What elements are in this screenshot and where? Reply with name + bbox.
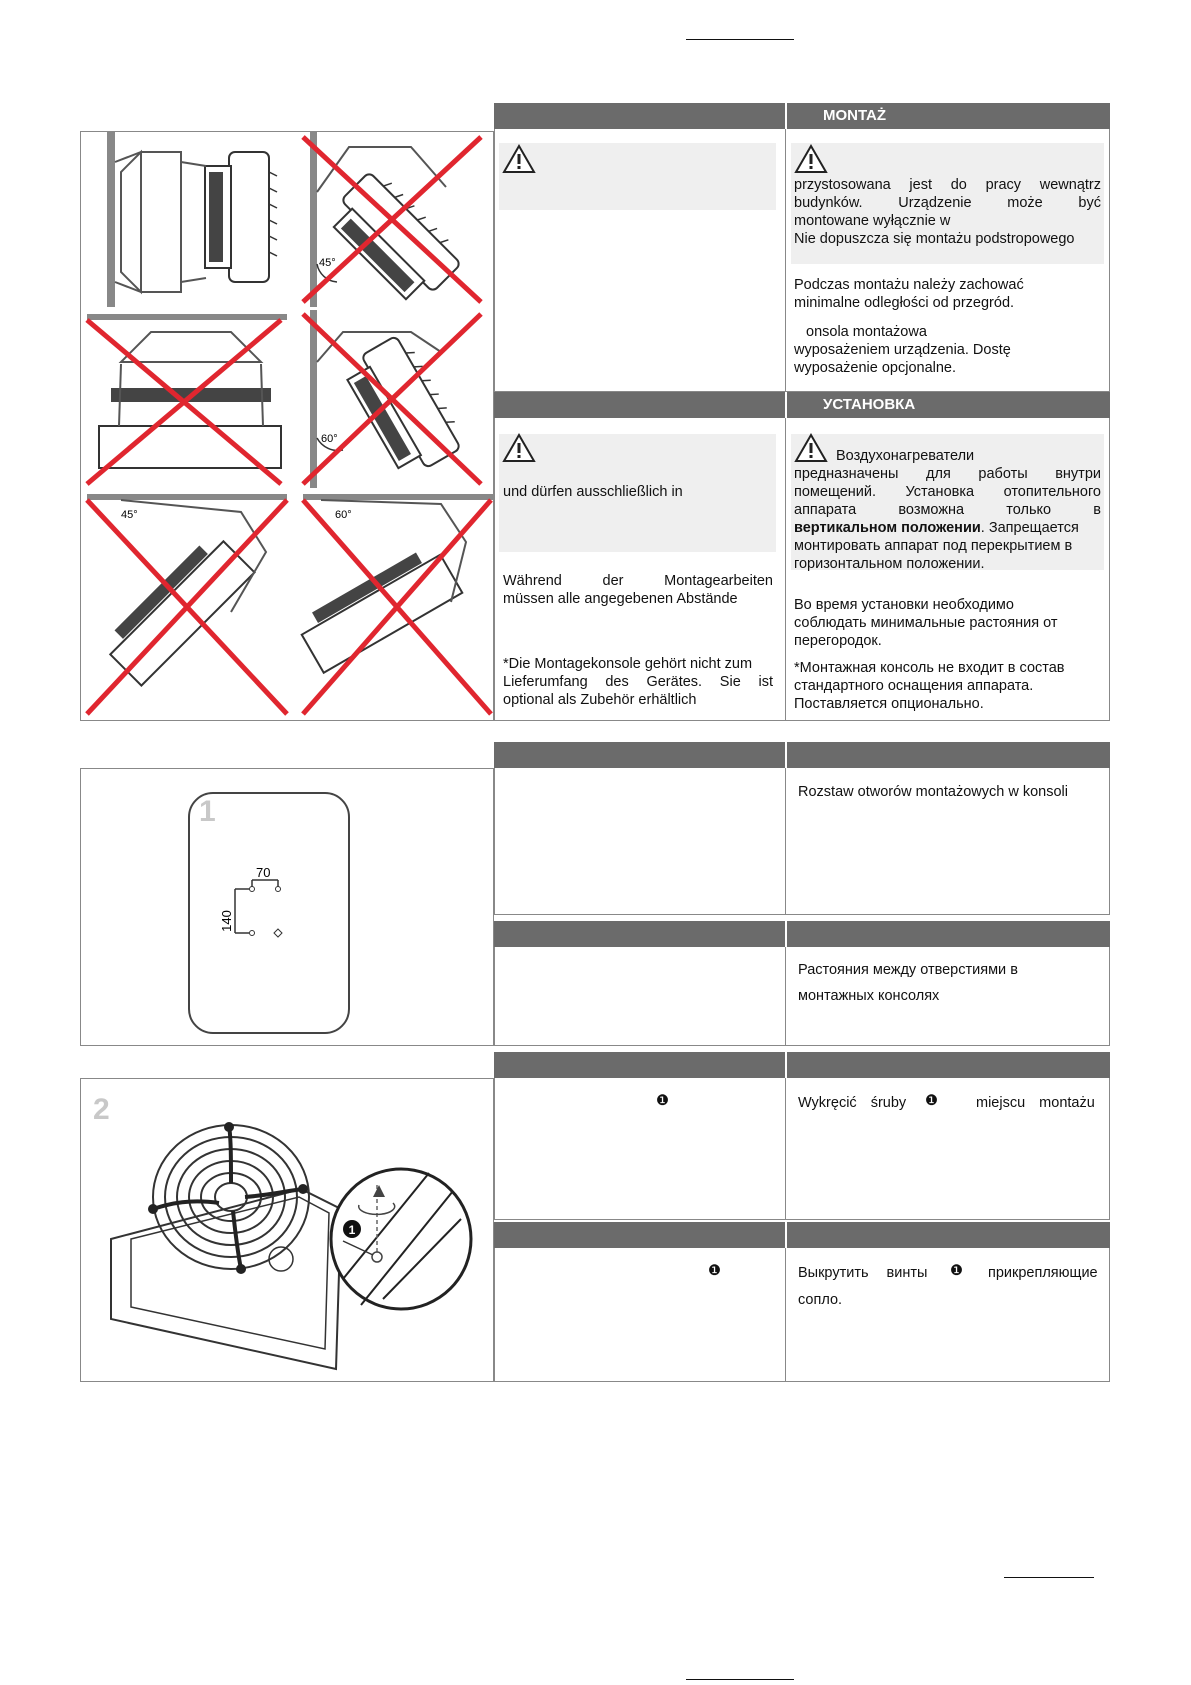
warning-icon [794, 433, 828, 463]
ru-distance-line2: соблюдать минимальные растояния от [794, 615, 1058, 631]
de-warning-box [499, 143, 776, 210]
ru-distance-line3: перегородок. [794, 633, 882, 649]
ru-console-line3: Поставляется опционально. [794, 696, 984, 712]
step1-ru-cell-left [494, 947, 786, 1046]
warning-icon [794, 144, 828, 174]
ru-step2-marker: ❶ [950, 1263, 963, 1279]
warning-icon [502, 144, 536, 174]
pl-step2-a: Wykręcić śruby [798, 1095, 907, 1111]
de-distance-line1: Während der Montagearbeiten [503, 573, 773, 589]
wrong-45-wall-mount [303, 132, 481, 309]
ru-warning-tail: . Запрещается [980, 520, 1079, 536]
pl-distance-line1: Podczas montażu należy zachować [794, 277, 1024, 293]
pl-distance-line2: minimalne odległości od przegród. [794, 295, 1015, 311]
step2-de-cell [494, 1078, 786, 1220]
header-de-montage [494, 103, 785, 129]
pl-warning-line1: przystosowana jest do pracy wewnątrz [794, 177, 1101, 193]
page-bottom-rule [686, 1679, 794, 1680]
step2-illustration [80, 1078, 494, 1382]
nozzle-screw-diagram [81, 1079, 495, 1383]
step1-de-cell [494, 768, 786, 915]
header-ru-ustanovka: УСТАНОВКА [787, 392, 1110, 418]
pl-step2-b: miejscu montażu [976, 1095, 1095, 1111]
orientation-diagram [81, 132, 495, 722]
ru-console-line2: стандартного оснащения аппарата. [794, 678, 1034, 694]
page-number-rule [1004, 1577, 1094, 1578]
ru-warning-line1: Воздухонагреватели [836, 448, 975, 464]
wrong-ceiling-horizontal [87, 314, 287, 484]
step2-number: 2 [93, 1093, 110, 1126]
header-step2-de [494, 1052, 785, 1078]
pl-warning-line4: Nie dopuszcza się montażu podstropowego [794, 231, 1075, 247]
angle-label-4: 60° [335, 509, 352, 521]
ru-warning-bold: вертикальном положении [794, 520, 981, 536]
pl-console-line2: wyposażeniem urządzenia. Dostę [794, 342, 1011, 358]
hole-spacing-diagram [81, 769, 495, 1047]
ru-warning-line3: помещений. Установка отопительного [794, 484, 1101, 500]
header-de-installation [494, 392, 785, 418]
pl-warning-line3: montowane wyłącznie w [794, 213, 951, 229]
angle-label-1: 45° [319, 257, 336, 269]
step1-number: 1 [199, 795, 216, 828]
ru-warning-line5 [794, 519, 1101, 537]
de-console-line2: Lieferumfang des Gerätes. Sie ist [503, 674, 773, 690]
header-step2-ru [787, 1222, 1110, 1248]
pl-console-line3: wyposażenie opcjonalne. [794, 360, 957, 376]
ru-console-line1: *Монтажная консоль не входит в состав [794, 660, 1065, 676]
page-top-rule [686, 39, 794, 40]
ru-warning-line4: аппарата возможна только в [794, 502, 1101, 518]
callout-marker-1: 1 [348, 1223, 356, 1237]
pl-step2-marker: ❶ [925, 1093, 938, 1109]
ru-step1-line1: Растояния между отверстиями в [798, 962, 1018, 978]
wrong-45-ceiling-mount [87, 494, 287, 714]
ru-step1-line2: монтажных консолях [798, 988, 940, 1004]
ru-warning-line2: предназначены для работы внутри [794, 466, 1101, 482]
ru-warning-line6: монтировать аппарат под перекрытием в [794, 538, 1073, 554]
header-step1-pl [787, 742, 1110, 768]
header-step2-ru-left [494, 1222, 785, 1248]
ru-step2-c: сопло. [798, 1292, 843, 1308]
pl-console-line1: onsola montażowa [806, 324, 927, 340]
de-warning-line: und dürfen ausschließlich in [503, 484, 683, 500]
pl-warning-line2: budynków. Urządzenie może być [794, 195, 1101, 211]
header-pl-montaz: MONTAŻ [787, 103, 1110, 129]
header-step1-ru-b [787, 921, 1110, 947]
warning-icon [502, 433, 536, 463]
header-step1-de [494, 742, 785, 768]
header-step1-ru [494, 921, 785, 947]
angle-label-2: 60° [321, 433, 338, 445]
mounting-orientation-illustrations [80, 131, 494, 721]
wrong-60-ceiling-mount [295, 494, 493, 714]
de-step2-ru-marker: ❶ [708, 1263, 721, 1279]
dim-horizontal: 70 [256, 865, 271, 880]
ru-warning-line7: горизонтальном положении. [794, 556, 985, 572]
step2-ru-cell-left [494, 1248, 786, 1382]
ru-step2-a: Выкрутить винты [798, 1265, 928, 1281]
ru-step2-b: прикрепляющие [988, 1265, 1098, 1281]
de-step2-marker: ❶ [656, 1093, 669, 1109]
header-step2-pl [787, 1052, 1110, 1078]
de-console-line1: *Die Montagekonsole gehört nicht zum [503, 656, 753, 672]
step1-illustration [80, 768, 494, 1046]
pl-step1-text: Rozstaw otworów montażowych w konsoli [798, 784, 1068, 800]
wrong-60-wall-mount [303, 310, 481, 488]
de-console-line3: optional als Zubehör erhältlich [503, 692, 697, 708]
dim-vertical: 140 [219, 910, 234, 932]
ru-distance-line1: Во время установки необходимо [794, 597, 1014, 613]
de-distance-line2: müssen alle angegebenen Abstände [503, 591, 738, 607]
correct-vertical-mount [107, 132, 277, 307]
angle-label-3: 45° [121, 509, 138, 521]
